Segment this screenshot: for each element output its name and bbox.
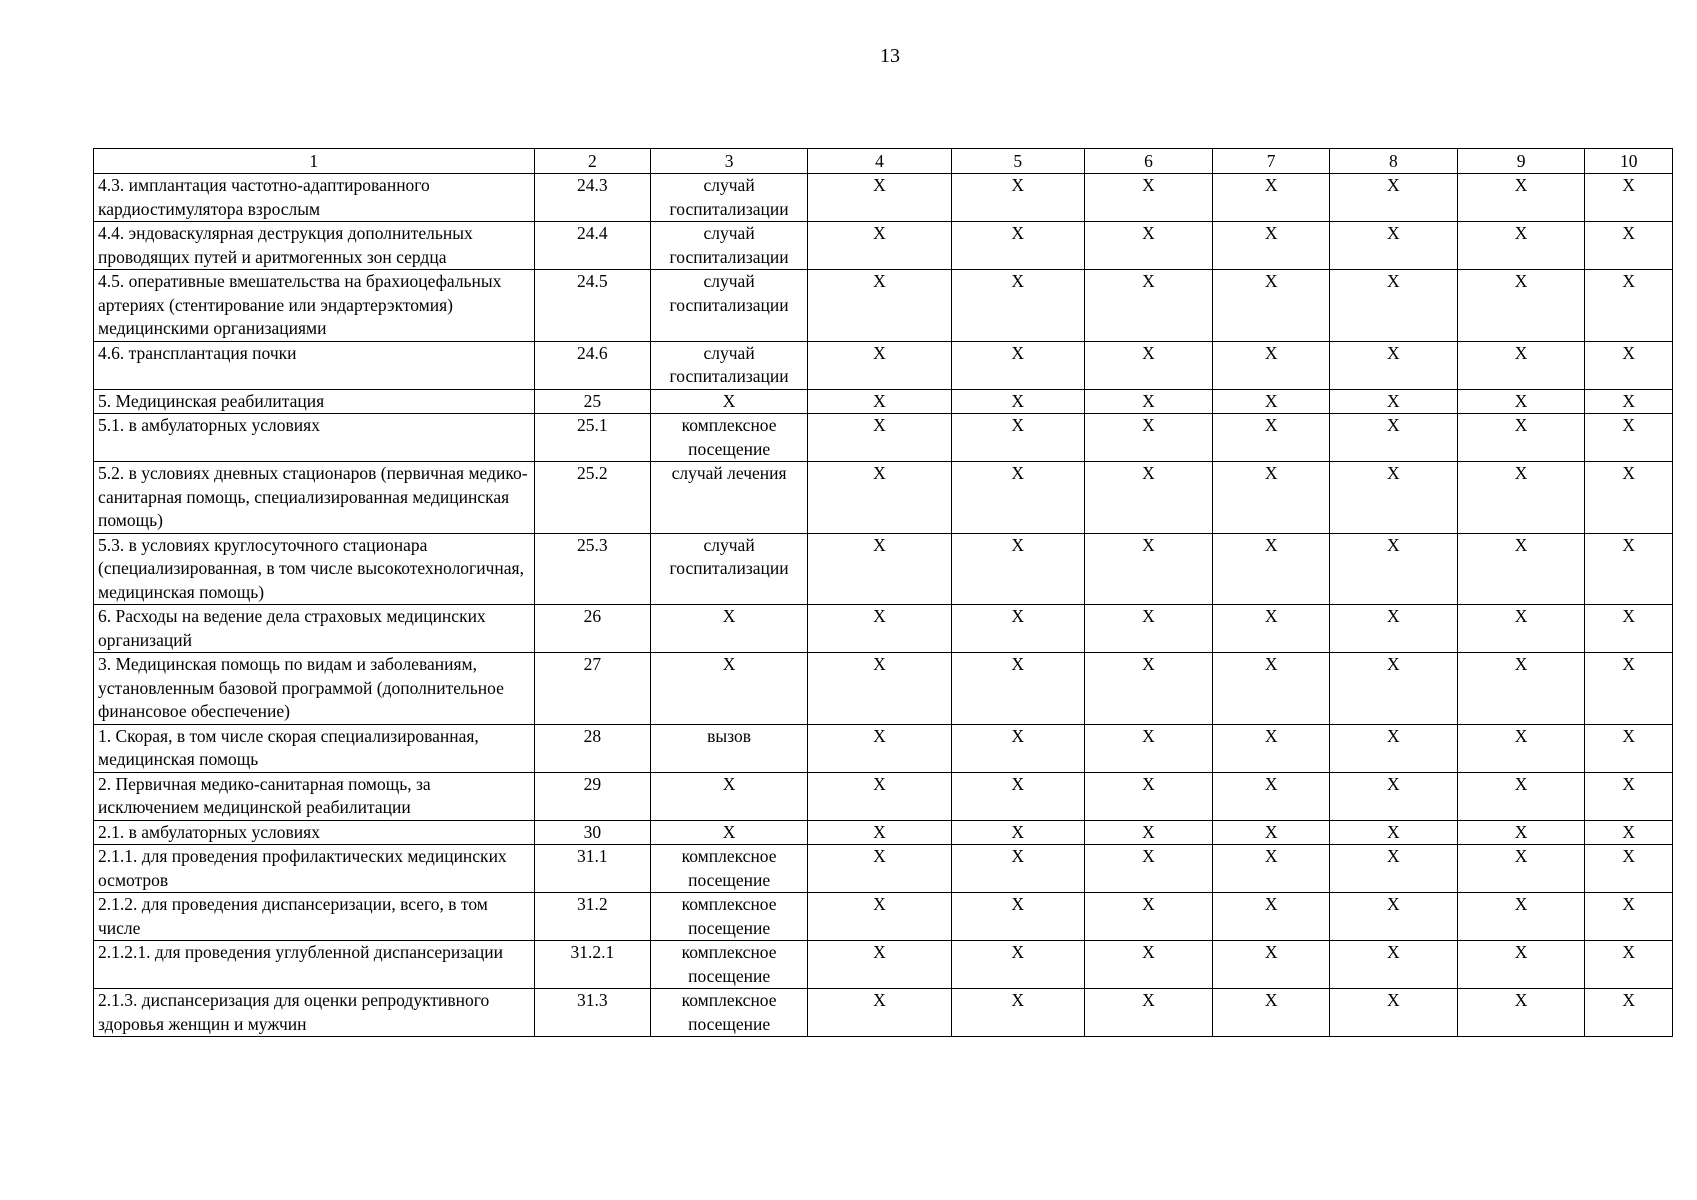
row-name-cell: 5.1. в амбулаторных условиях (94, 414, 535, 462)
row-value-cell: X (1329, 845, 1457, 893)
row-value-cell: X (1084, 462, 1213, 534)
row-value-cell: X (1585, 389, 1673, 414)
row-value-cell: X (1585, 941, 1673, 989)
row-code-cell: 25.2 (534, 462, 651, 534)
row-unit-cell: случай госпитализации (651, 222, 808, 270)
row-value-cell: X (808, 341, 952, 389)
row-name-cell: 4.4. эндоваскулярная деструкция дополнительных проводящих путей и аритмогенных зон сердца (94, 222, 535, 270)
table-row (94, 653, 1673, 725)
row-unit-cell: комплексное посещение (651, 414, 808, 462)
row-value-cell: X (1213, 724, 1330, 772)
row-value-cell: X (1585, 174, 1673, 222)
row-value-cell: X (1585, 820, 1673, 845)
row-value-cell: X (808, 462, 952, 534)
table-row (94, 772, 1673, 820)
row-value-cell: X (808, 605, 952, 653)
row-value-cell: X (1585, 724, 1673, 772)
row-value-cell: X (808, 820, 952, 845)
row-code-cell: 24.3 (534, 174, 651, 222)
row-value-cell: X (1329, 772, 1457, 820)
row-value-cell: X (1329, 941, 1457, 989)
table-row (94, 341, 1673, 389)
row-code-cell: 30 (534, 820, 651, 845)
row-name-cell: 4.3. имплантация частотно-адаптированного кардиостимулятора взрослым (94, 174, 535, 222)
table-row (94, 174, 1673, 222)
row-value-cell: X (951, 462, 1084, 534)
column-header: 9 (1457, 149, 1585, 174)
row-value-cell: X (1457, 893, 1585, 941)
row-value-cell: X (1585, 893, 1673, 941)
row-value-cell: X (1457, 941, 1585, 989)
row-value-cell: X (951, 174, 1084, 222)
row-value-cell: X (1457, 341, 1585, 389)
row-value-cell: X (1585, 341, 1673, 389)
row-value-cell: X (951, 653, 1084, 725)
row-name-cell: 5.3. в условиях круглосуточного стационара (специализированная, в том числе высокотехнологичная, медицинская помощь) (94, 533, 535, 605)
row-code-cell: 25.1 (534, 414, 651, 462)
row-code-cell: 24.4 (534, 222, 651, 270)
row-value-cell: X (1213, 462, 1330, 534)
row-value-cell: X (1329, 389, 1457, 414)
table-row (94, 270, 1673, 342)
table-row (94, 989, 1673, 1037)
column-header: 5 (951, 149, 1084, 174)
row-code-cell: 28 (534, 724, 651, 772)
row-code-cell: 24.6 (534, 341, 651, 389)
table-body (94, 174, 1673, 1037)
table-row (94, 893, 1673, 941)
row-value-cell: X (808, 941, 952, 989)
column-header: 2 (534, 149, 651, 174)
row-value-cell: X (1213, 893, 1330, 941)
row-value-cell: X (1457, 462, 1585, 534)
row-value-cell: X (1084, 820, 1213, 845)
row-name-cell: 5. Медицинская реабилитация (94, 389, 535, 414)
row-value-cell: X (808, 989, 952, 1037)
row-unit-cell: комплексное посещение (651, 989, 808, 1037)
row-code-cell: 25.3 (534, 533, 651, 605)
row-value-cell: X (1457, 389, 1585, 414)
table-row (94, 724, 1673, 772)
row-name-cell: 2.1.2.1. для проведения углубленной диспансеризации (94, 941, 535, 989)
row-value-cell: X (1329, 605, 1457, 653)
row-unit-cell: случай госпитализации (651, 341, 808, 389)
row-value-cell: X (1329, 820, 1457, 845)
row-unit-cell: случай госпитализации (651, 533, 808, 605)
row-value-cell: X (1213, 389, 1330, 414)
row-value-cell: X (1329, 653, 1457, 725)
row-name-cell: 3. Медицинская помощь по видам и заболеваниям, установленным базовой программой (дополнительное финансовое обеспечение) (94, 653, 535, 725)
table-row (94, 605, 1673, 653)
row-value-cell: X (808, 845, 952, 893)
row-value-cell: X (1457, 989, 1585, 1037)
row-value-cell: X (1457, 174, 1585, 222)
column-header: 1 (94, 149, 535, 174)
row-value-cell: X (1585, 222, 1673, 270)
row-unit-cell: комплексное посещение (651, 845, 808, 893)
row-value-cell: X (1084, 605, 1213, 653)
row-value-cell: X (951, 820, 1084, 845)
row-code-cell: 31.1 (534, 845, 651, 893)
row-value-cell: X (1084, 772, 1213, 820)
row-value-cell: X (1084, 222, 1213, 270)
column-header: 10 (1585, 149, 1673, 174)
table-row (94, 414, 1673, 462)
row-value-cell: X (951, 724, 1084, 772)
row-value-cell: X (951, 533, 1084, 605)
table-row (94, 533, 1673, 605)
column-header: 3 (651, 149, 808, 174)
table-row (94, 845, 1673, 893)
row-value-cell: X (1457, 772, 1585, 820)
row-unit-cell: случай госпитализации (651, 270, 808, 342)
row-code-cell: 27 (534, 653, 651, 725)
row-value-cell: X (951, 845, 1084, 893)
row-unit-cell: X (651, 772, 808, 820)
row-name-cell: 5.2. в условиях дневных стационаров (первичная медико-санитарная помощь, специализированная медицинская помощь) (94, 462, 535, 534)
row-value-cell: X (1457, 845, 1585, 893)
row-name-cell: 2.1. в амбулаторных условиях (94, 820, 535, 845)
row-name-cell: 4.5. оперативные вмешательства на брахиоцефальных артериях (стентирование или эндартерэктомия) медицинскими организациями (94, 270, 535, 342)
row-name-cell: 4.6. трансплантация почки (94, 341, 535, 389)
row-code-cell: 26 (534, 605, 651, 653)
row-unit-cell: X (651, 389, 808, 414)
table-row (94, 222, 1673, 270)
row-value-cell: X (808, 893, 952, 941)
row-value-cell: X (1585, 270, 1673, 342)
row-value-cell: X (951, 772, 1084, 820)
row-value-cell: X (808, 222, 952, 270)
row-value-cell: X (1457, 222, 1585, 270)
row-value-cell: X (1585, 533, 1673, 605)
row-value-cell: X (1084, 270, 1213, 342)
row-value-cell: X (1084, 653, 1213, 725)
column-header: 4 (808, 149, 952, 174)
row-value-cell: X (1585, 462, 1673, 534)
row-value-cell: X (1084, 389, 1213, 414)
row-value-cell: X (951, 414, 1084, 462)
row-value-cell: X (1329, 341, 1457, 389)
row-value-cell: X (1213, 941, 1330, 989)
row-value-cell: X (1329, 222, 1457, 270)
row-value-cell: X (808, 533, 952, 605)
table-row (94, 389, 1673, 414)
column-header: 8 (1329, 149, 1457, 174)
row-code-cell: 25 (534, 389, 651, 414)
row-name-cell: 2.1.1. для проведения профилактических медицинских осмотров (94, 845, 535, 893)
row-value-cell: X (1585, 414, 1673, 462)
row-value-cell: X (1213, 820, 1330, 845)
row-value-cell: X (1213, 653, 1330, 725)
table-row (94, 462, 1673, 534)
row-value-cell: X (1213, 989, 1330, 1037)
row-value-cell: X (1329, 893, 1457, 941)
row-value-cell: X (1329, 462, 1457, 534)
row-value-cell: X (1585, 989, 1673, 1037)
row-value-cell: X (1084, 341, 1213, 389)
row-value-cell: X (1585, 605, 1673, 653)
row-value-cell: X (1213, 414, 1330, 462)
row-code-cell: 31.3 (534, 989, 651, 1037)
row-value-cell: X (1213, 341, 1330, 389)
row-value-cell: X (951, 605, 1084, 653)
row-value-cell: X (951, 341, 1084, 389)
row-value-cell: X (808, 653, 952, 725)
row-value-cell: X (1585, 845, 1673, 893)
row-unit-cell: X (651, 605, 808, 653)
row-value-cell: X (1329, 174, 1457, 222)
row-name-cell: 2.1.2. для проведения диспансеризации, всего, в том числе (94, 893, 535, 941)
row-value-cell: X (808, 389, 952, 414)
row-value-cell: X (1457, 414, 1585, 462)
row-value-cell: X (951, 893, 1084, 941)
row-unit-cell: комплексное посещение (651, 941, 808, 989)
table-header-row (94, 149, 1673, 174)
row-unit-cell: X (651, 820, 808, 845)
data-table (93, 148, 1673, 1037)
row-value-cell: X (1329, 414, 1457, 462)
row-name-cell: 2.1.3. диспансеризация для оценки репродуктивного здоровья женщин и мужчин (94, 989, 535, 1037)
row-name-cell: 6. Расходы на ведение дела страховых медицинских организаций (94, 605, 535, 653)
row-value-cell: X (1457, 605, 1585, 653)
table-row (94, 820, 1673, 845)
table-row (94, 941, 1673, 989)
row-value-cell: X (1213, 222, 1330, 270)
row-value-cell: X (1457, 533, 1585, 605)
row-value-cell: X (951, 389, 1084, 414)
row-value-cell: X (1457, 270, 1585, 342)
row-value-cell: X (1084, 414, 1213, 462)
row-unit-cell: комплексное посещение (651, 893, 808, 941)
row-value-cell: X (951, 222, 1084, 270)
row-value-cell: X (808, 724, 952, 772)
row-value-cell: X (808, 270, 952, 342)
row-value-cell: X (1329, 533, 1457, 605)
row-unit-cell: случай лечения (651, 462, 808, 534)
row-value-cell: X (1213, 772, 1330, 820)
row-value-cell: X (1585, 772, 1673, 820)
row-value-cell: X (1084, 941, 1213, 989)
row-unit-cell: вызов (651, 724, 808, 772)
row-code-cell: 31.2.1 (534, 941, 651, 989)
row-value-cell: X (1084, 989, 1213, 1037)
row-unit-cell: X (651, 653, 808, 725)
row-value-cell: X (1213, 605, 1330, 653)
column-header: 6 (1084, 149, 1213, 174)
row-name-cell: 1. Скорая, в том числе скорая специализированная, медицинская помощь (94, 724, 535, 772)
row-value-cell: X (1329, 724, 1457, 772)
row-value-cell: X (1213, 845, 1330, 893)
row-value-cell: X (808, 414, 952, 462)
row-value-cell: X (1457, 724, 1585, 772)
row-value-cell: X (951, 270, 1084, 342)
row-code-cell: 31.2 (534, 893, 651, 941)
row-value-cell: X (1213, 174, 1330, 222)
page-number: 13 (880, 45, 900, 67)
row-value-cell: X (1457, 820, 1585, 845)
row-value-cell: X (1329, 989, 1457, 1037)
row-value-cell: X (1585, 653, 1673, 725)
row-value-cell: X (1213, 533, 1330, 605)
row-value-cell: X (1084, 174, 1213, 222)
row-value-cell: X (1084, 724, 1213, 772)
row-value-cell: X (1457, 653, 1585, 725)
row-value-cell: X (1084, 893, 1213, 941)
row-code-cell: 24.5 (534, 270, 651, 342)
row-code-cell: 29 (534, 772, 651, 820)
row-value-cell: X (951, 989, 1084, 1037)
row-value-cell: X (1213, 270, 1330, 342)
row-value-cell: X (951, 941, 1084, 989)
row-value-cell: X (1084, 533, 1213, 605)
row-name-cell: 2. Первичная медико-санитарная помощь, за исключением медицинской реабилитации (94, 772, 535, 820)
row-value-cell: X (808, 772, 952, 820)
row-value-cell: X (1084, 845, 1213, 893)
row-unit-cell: случай госпитализации (651, 174, 808, 222)
row-value-cell: X (1329, 270, 1457, 342)
column-header: 7 (1213, 149, 1330, 174)
row-value-cell: X (808, 174, 952, 222)
